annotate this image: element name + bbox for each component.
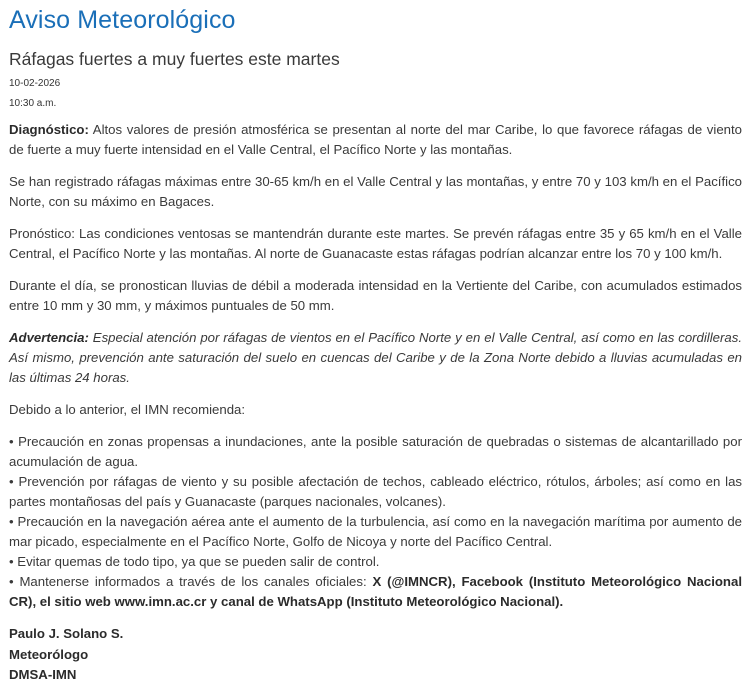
lluvias-paragraph: Durante el día, se pronostican lluvias de débil a moderada intensidad en la Vertiente del Caribe, con acumulados estimados entre 10 mm y 30 mm, y máximos puntuales de 50 mm. <box>9 278 742 313</box>
recommendations-list <box>9 432 742 612</box>
recommendation-item-channels <box>9 572 742 612</box>
page-title: Aviso Meteorológico <box>9 6 236 34</box>
signature-name: Paulo J. Solano S. <box>9 626 124 641</box>
signature-block <box>9 624 742 686</box>
recommendation-item: • Precaución en la navegación aérea ante el aumento de la turbulencia, así como en la navegación marítima por aumento de mar picado, especialmente en el Pacífico Norte, Golfo de Nicoya y norte del Pacífico Central. <box>9 514 742 549</box>
notice-subtitle: Ráfagas fuertes a muy fuertes este martes <box>9 49 340 69</box>
advertencia-label: Advertencia: <box>9 330 89 345</box>
channels-list: X (@IMNCR), Facebook (Instituto Meteorológico Nacional CR), el sitio web www.imn.ac.cr y canal de WhatsApp (Instituto Meteorológico Nacional). <box>9 574 742 609</box>
signature-role: Meteorólogo <box>9 646 89 662</box>
advertencia-paragraph <box>9 328 742 388</box>
signature-dept: DMSA-IMN <box>9 667 77 682</box>
registro-paragraph: Se han registrado ráfagas máximas entre 30-65 km/h en el Valle Central y las montañas, y entre 70 y 103 km/h en el Pacífico Norte, con su máximo en Bagaces. <box>9 174 742 209</box>
notice-date: 10-02-2026 <box>9 78 61 89</box>
advertencia-text: Especial atención por ráfagas de vientos en el Pacífico Norte y en el Valle Central, así como en las cordilleras. Así mismo, prevención ante saturación del suelo en cuencas del Caribe y de la Zona Norte debido a lluvias acumuladas en las últimas 24 horas. <box>9 330 742 385</box>
pronostico-paragraph: Pronóstico: Las condiciones ventosas se mantendrán durante este martes. Se prevén ráfagas entre 35 y 65 km/h en el Valle Central, el Pacífico Norte y las montañas. Al norte de Guanacaste estas ráfagas podrían alcanzar entre los 70 y 100 km/h. <box>9 226 742 261</box>
diagnostico-label: Diagnóstico: <box>9 122 89 137</box>
channels-prefix: • Mantenerse informados a través de los canales oficiales: <box>9 574 373 589</box>
recommendation-item: • Prevención por ráfagas de viento y su posible afectación de techos, cableado eléctrico, rótulos, árboles; así como en las partes montañosas del país y Guanacaste (parques nacionales, volcanes). <box>9 474 742 509</box>
recommendation-item: • Precaución en zonas propensas a inundaciones, ante la posible saturación de quebradas o sistemas de alcantarillado por acumulación de agua. <box>9 434 742 469</box>
notice-time: 10:30 a.m. <box>9 98 57 109</box>
recomienda-intro: Debido a lo anterior, el IMN recomienda: <box>9 402 246 417</box>
recommendation-item: • Evitar quemas de todo tipo, ya que se pueden salir de control. <box>9 554 380 569</box>
diagnostico-paragraph <box>9 120 742 160</box>
diagnostico-text: Altos valores de presión atmosférica se presentan al norte del mar Caribe, lo que favorece ráfagas de viento de fuerte a muy fuerte intensidad en el Valle Central, el Pacífico Norte y las montañas. <box>9 122 742 157</box>
